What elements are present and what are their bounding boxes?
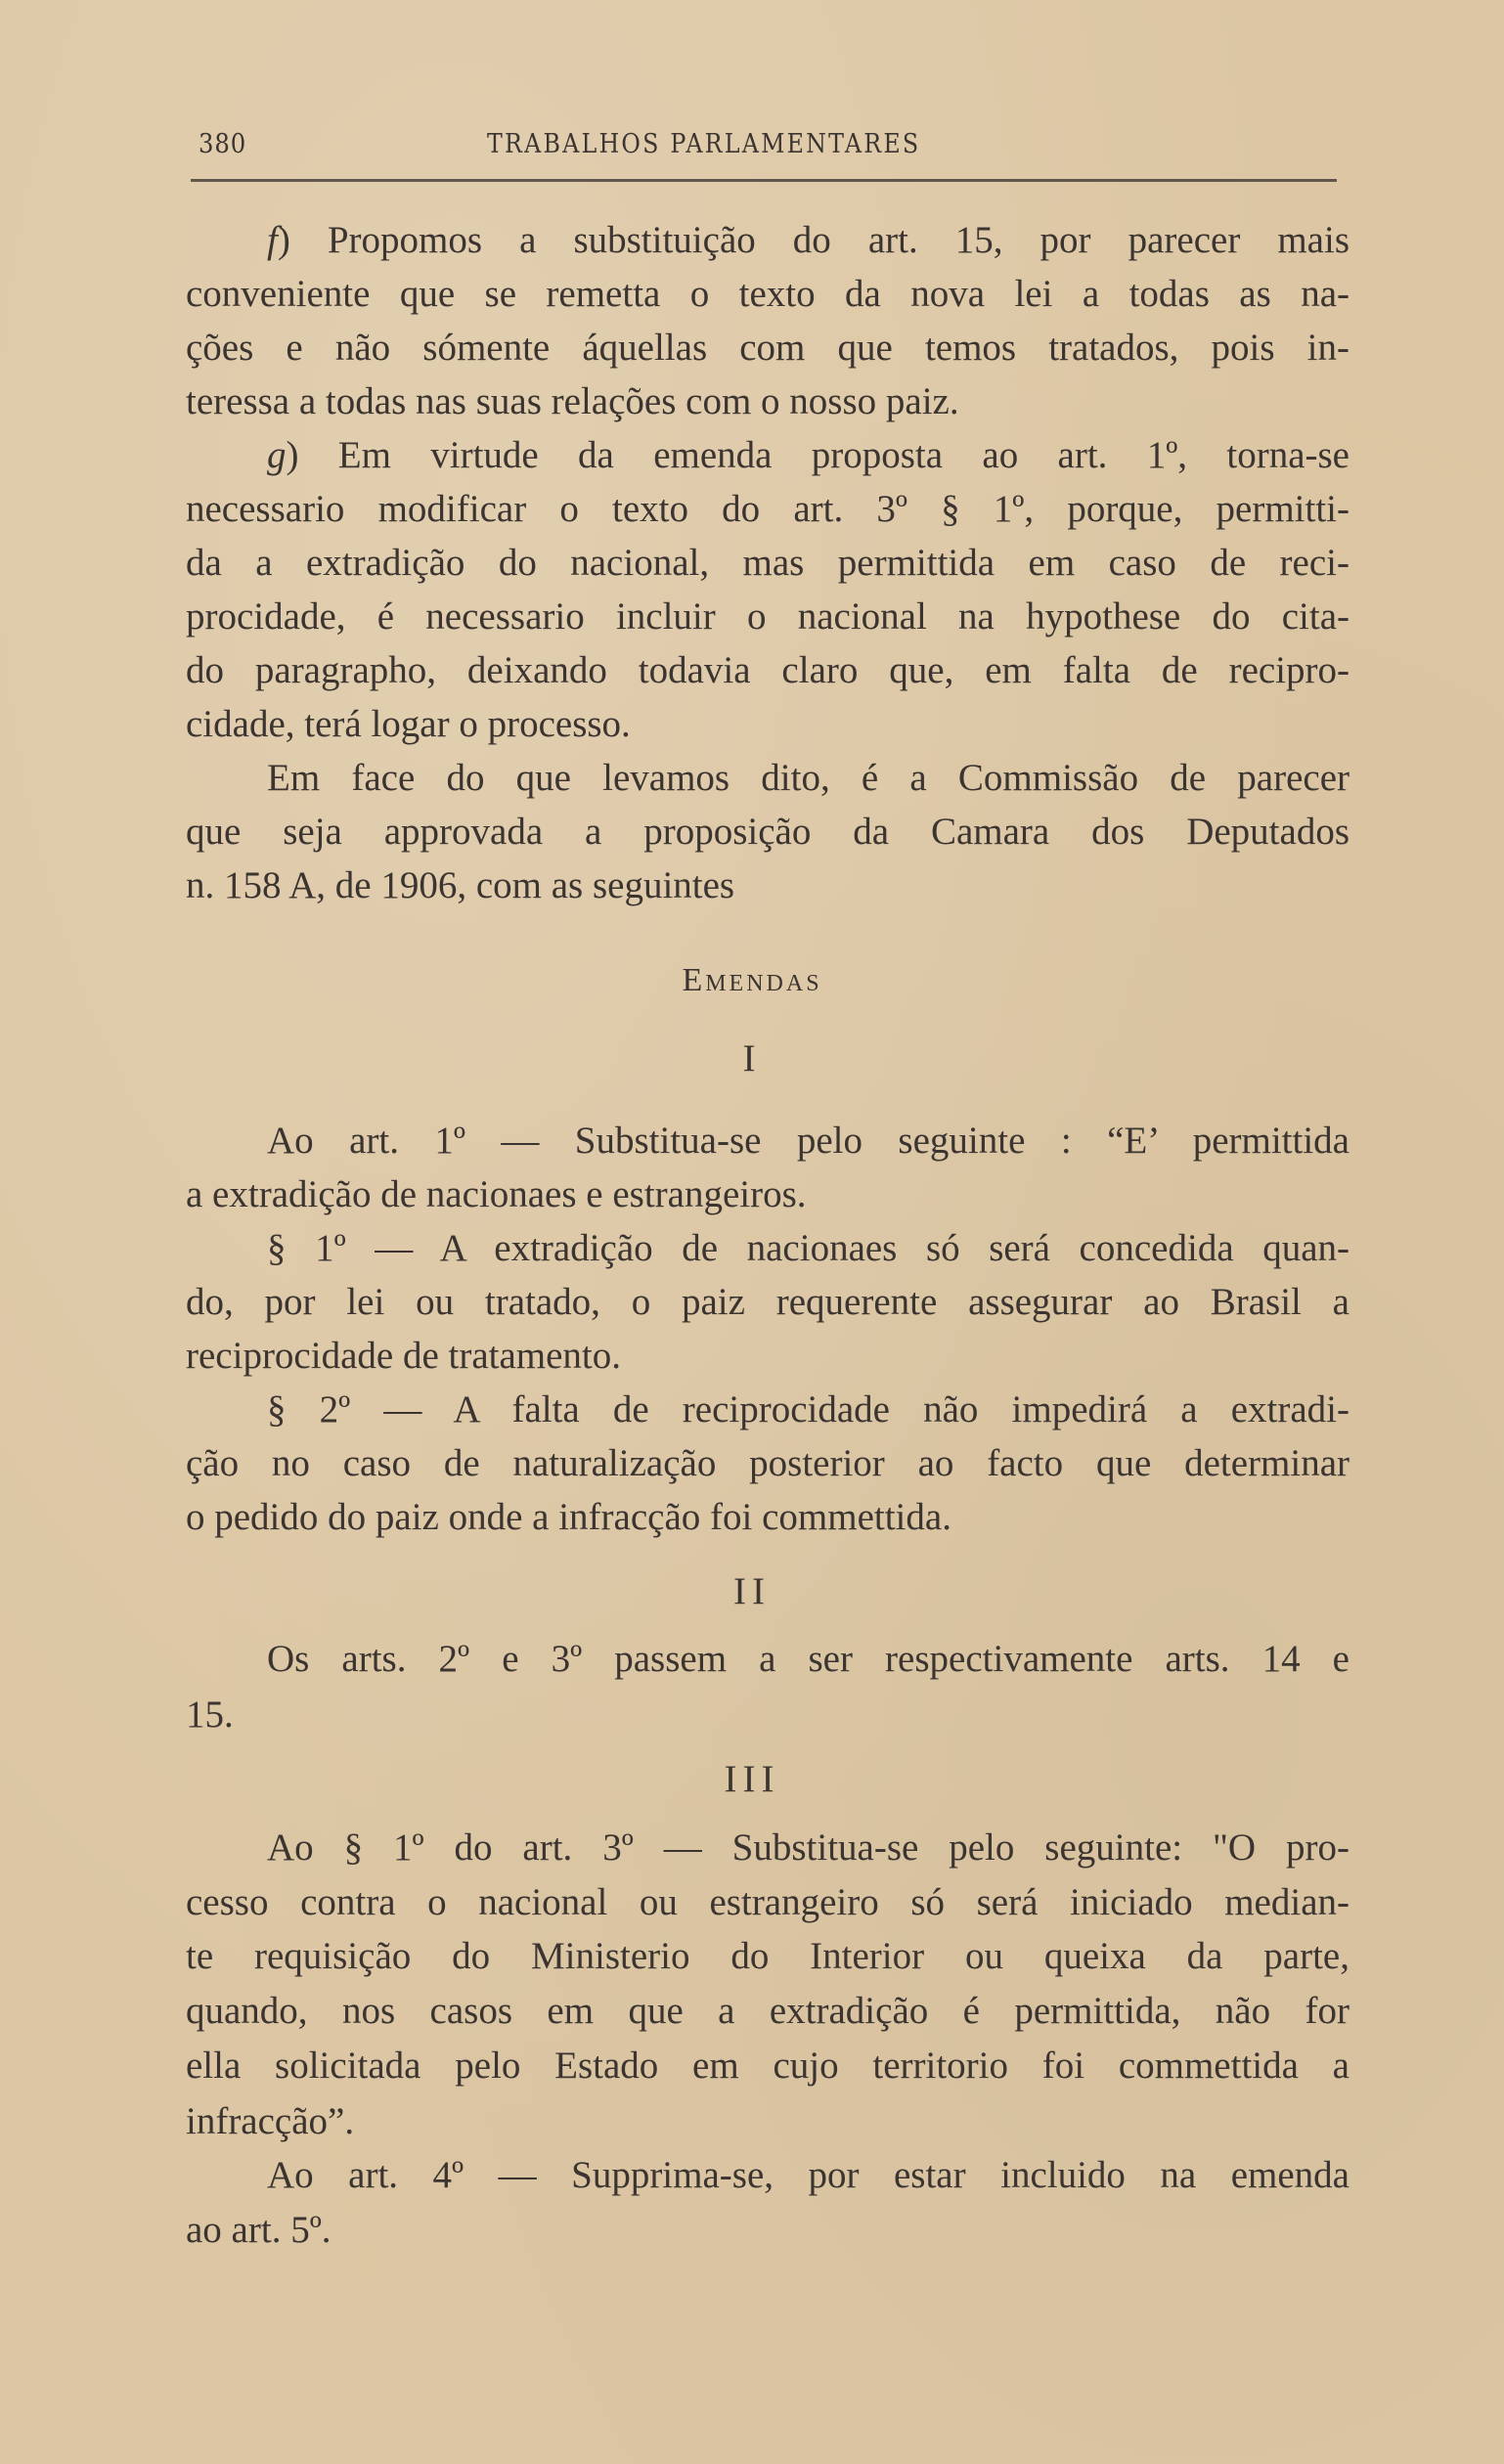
running-title: TRABALHOS PARLAMENTARES [487,129,921,159]
emenda-line: quando, nos casos em que a extradição é permittida, não for [186,1990,1349,2032]
emenda-line: ella solicitada pelo Estado em cujo territorio foi commettida a [186,2045,1349,2087]
para-f-line: teressa a todas nas suas relações com o nosso paiz. [186,380,959,422]
para-g-line: procidade, é necessario incluir o nacional na hypothese do cita- [186,595,1349,638]
running-head [0,129,1504,168]
emenda-line: infracção”. [186,2100,355,2142]
emenda-line: § 2º — A falta de reciprocidade não impedirá a extradi- [267,1388,1349,1430]
section-numeral: III [724,1758,780,1800]
emenda-line: Os arts. 2º e 3º passem a ser respectivamente arts. 14 e [267,1638,1349,1680]
emenda-line: do, por lei ou tratado, o paiz requerente assegurar ao Brasil a [186,1281,1349,1323]
emenda-line: a extradição de nacionaes e estrangeiros. [186,1173,807,1215]
conclusion-line: n. 158 A, de 1906, com as seguintes [186,864,735,906]
emenda-line: Ao art. 4º — Supprima-se, por estar incluido na emenda [267,2154,1349,2196]
para-g-line: cidade, terá logar o processo. [186,703,631,745]
para-f-line: conveniente que se remetta o texto da nova lei a todas as na- [186,273,1349,315]
para-g-line: g) Em virtude da emenda proposta ao art. 1º, torna-se [267,434,1349,476]
emenda-line: Ao art. 1º — Substitua-se pelo seguinte : “E’ permittida [267,1120,1349,1162]
emenda-line: o pedido do paiz onde a infracção foi commettida. [186,1496,951,1538]
emenda-line: te requisição do Ministerio do Interior ou queixa da parte, [186,1935,1349,1977]
para-f-line: f) Propomos a substituição do art. 15, por parecer mais [267,219,1349,261]
section-numeral: I [742,1037,762,1079]
para-g-line: necessario modificar o texto do art. 3º § 1º, porque, permitti- [186,488,1349,530]
para-g-line: do paragrapho, deixando todavia claro que, em falta de recipro- [186,649,1349,691]
emenda-line: ao art. 5º. [186,2209,332,2251]
page-number: 380 [199,129,247,159]
conclusion-line: Em face do que levamos dito, é a Commissão de parecer [267,757,1349,799]
emenda-line: Ao § 1º do art. 3º — Substitua-se pelo seguinte: "O pro- [267,1826,1349,1869]
para-f-line: ções e não sómente áquellas com que temos tratados, pois in- [186,327,1349,369]
emenda-line: cesso contra o nacional ou estrangeiro só será iniciado median- [186,1881,1349,1923]
emenda-line: 15. [186,1694,234,1736]
emenda-line: § 1º — A extradição de nacionaes só será concedida quan- [267,1227,1349,1269]
list-marker: f [267,219,278,261]
header-rule [191,179,1337,182]
emendas-heading: Emendas [682,962,822,998]
emenda-line: ção no caso de naturalização posterior ao facto que determinar [186,1442,1349,1484]
conclusion-line: que seja approvada a proposição da Camara dos Deputados [186,811,1349,853]
emenda-line: reciprocidade de tratamento. [186,1335,622,1377]
para-g-line: da a extradição do nacional, mas permittida em caso de reci- [186,542,1349,584]
section-numeral: II [733,1570,771,1612]
list-marker: g [267,434,287,476]
